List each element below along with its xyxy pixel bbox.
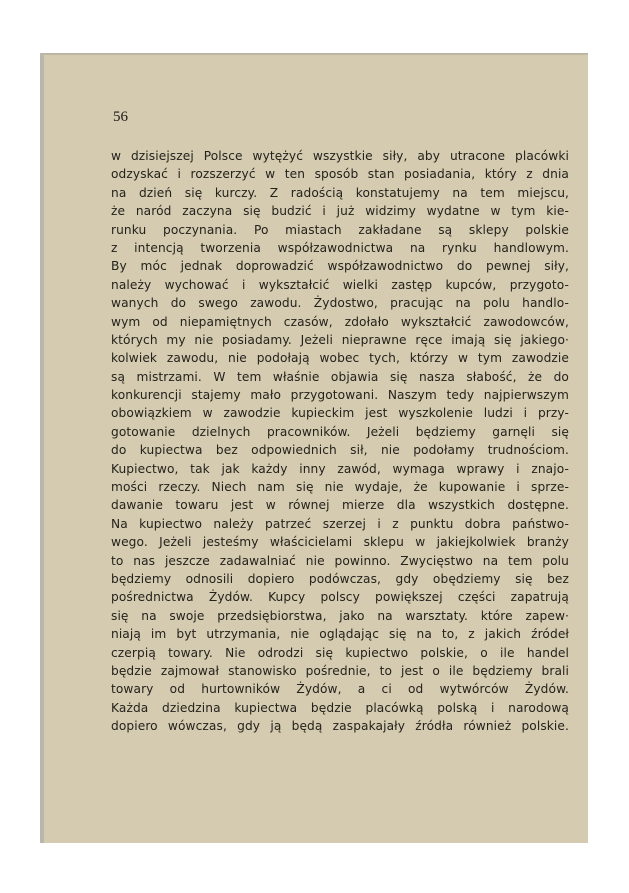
text-line: czerpią towary. Nie odrodzi się kupiectwo polskie, o ile handel bbox=[111, 645, 569, 660]
text-line: wanych do swego zawodu. Żydostwo, pracując na polu handlo- bbox=[111, 296, 569, 311]
text-line: Na kupiectwo należy patrzeć szerzej i z punktu dobra państwo- bbox=[111, 516, 569, 531]
text-line: będzie zajmował stanowisko pośrednie, to jest o ile będziemy brali bbox=[111, 663, 569, 678]
text-line: runku poczynania. Po miastach zakładane są sklepy polskie bbox=[111, 222, 569, 237]
text-line: wym od niepamiętnych czasów, zdołało wykształcić zawodowców, bbox=[111, 314, 569, 329]
text-line: Kupiectwo, tak jak każdy inny zawód, wymaga wprawy i znajo- bbox=[111, 461, 569, 476]
text-line: wego. Jeżeli jesteśmy właścicielami sklepu w jakiejkolwiek branży bbox=[111, 535, 569, 550]
text-line: kolwiek zawodu, nie podołają wobec tych, którzy w tym zawodzie bbox=[111, 351, 569, 366]
text-line: z intencją tworzenia współzawodnictwa na rynku handlowym. bbox=[111, 240, 569, 255]
text-line: pośrednictwa Żydów. Kupcy polscy powiększej części zapatrują bbox=[111, 590, 569, 605]
text-line: towary od hurtowników Żydów, a ci od wytwórców Żydów. bbox=[111, 682, 569, 697]
text-line: do kupiectwa bez odpowiednich sił, nie podołamy trudnościom. bbox=[111, 443, 569, 458]
page-body-text bbox=[111, 147, 569, 736]
text-line: mości rzeczy. Niech nam się nie wydaje, że kupowanie i sprze- bbox=[111, 480, 569, 495]
text-line: dopiero wówczas, gdy ją będą zaspakajały źródła również polskie. bbox=[111, 719, 569, 734]
text-line: odzyskać i rozszerzyć w ten sposób stan posiadania, który z dnia bbox=[111, 167, 569, 182]
text-line: należy wychować i wykształcić wielki zastęp kupców, przygoto- bbox=[111, 277, 569, 292]
text-line: niają im byt utrzymania, nie oglądając się na to, z jakich źródeł bbox=[111, 627, 569, 642]
text-line: się na swoje przedsiębiorstwa, jako na warsztaty. które zapew· bbox=[111, 608, 569, 623]
text-line: będziemy odnosili dopiero podówczas, gdy obędziemy się bez bbox=[111, 571, 569, 586]
page-number: 56 bbox=[113, 109, 128, 125]
text-line: By móc jednak doprowadzić współzawodnictwo do pewnej siły, bbox=[111, 259, 569, 274]
text-line: to nas jeszcze zadawalniać nie powinno. Zwycięstwo na tem polu bbox=[111, 553, 569, 568]
text-line: obowiązkiem w zawodzie kupieckim jest wyszkolenie ludzi i przy- bbox=[111, 406, 569, 421]
text-line: dawanie towaru jest w równej mierze dla wszystkich dostępne. bbox=[111, 498, 569, 513]
text-line: Każda dziedzina kupiectwa będzie placówką polską i narodową bbox=[111, 700, 569, 715]
text-line: gotowanie dzielnych pracowników. Jeżeli będziemy garnęli się bbox=[111, 424, 569, 439]
text-line: że naród zaczyna się budzić i już widzimy wydatne w tym kie- bbox=[111, 204, 569, 219]
text-line: których my nie posiadamy. Jeżeli nieprawne ręce imają się jakiego· bbox=[111, 332, 569, 347]
text-line: w dzisiejszej Polsce wytężyć wszystkie siły, aby utracone placówki bbox=[111, 149, 569, 163]
text-line: na dzień się kurczy. Z radością konstatujemy na tem miejscu, bbox=[111, 185, 569, 200]
text-line: są mistrzami. W tem właśnie objawia się nasza słabość, że do bbox=[111, 369, 569, 384]
text-line: konkurencji stajemy mało przygotowani. Naszym tedy najpierwszym bbox=[111, 388, 569, 403]
